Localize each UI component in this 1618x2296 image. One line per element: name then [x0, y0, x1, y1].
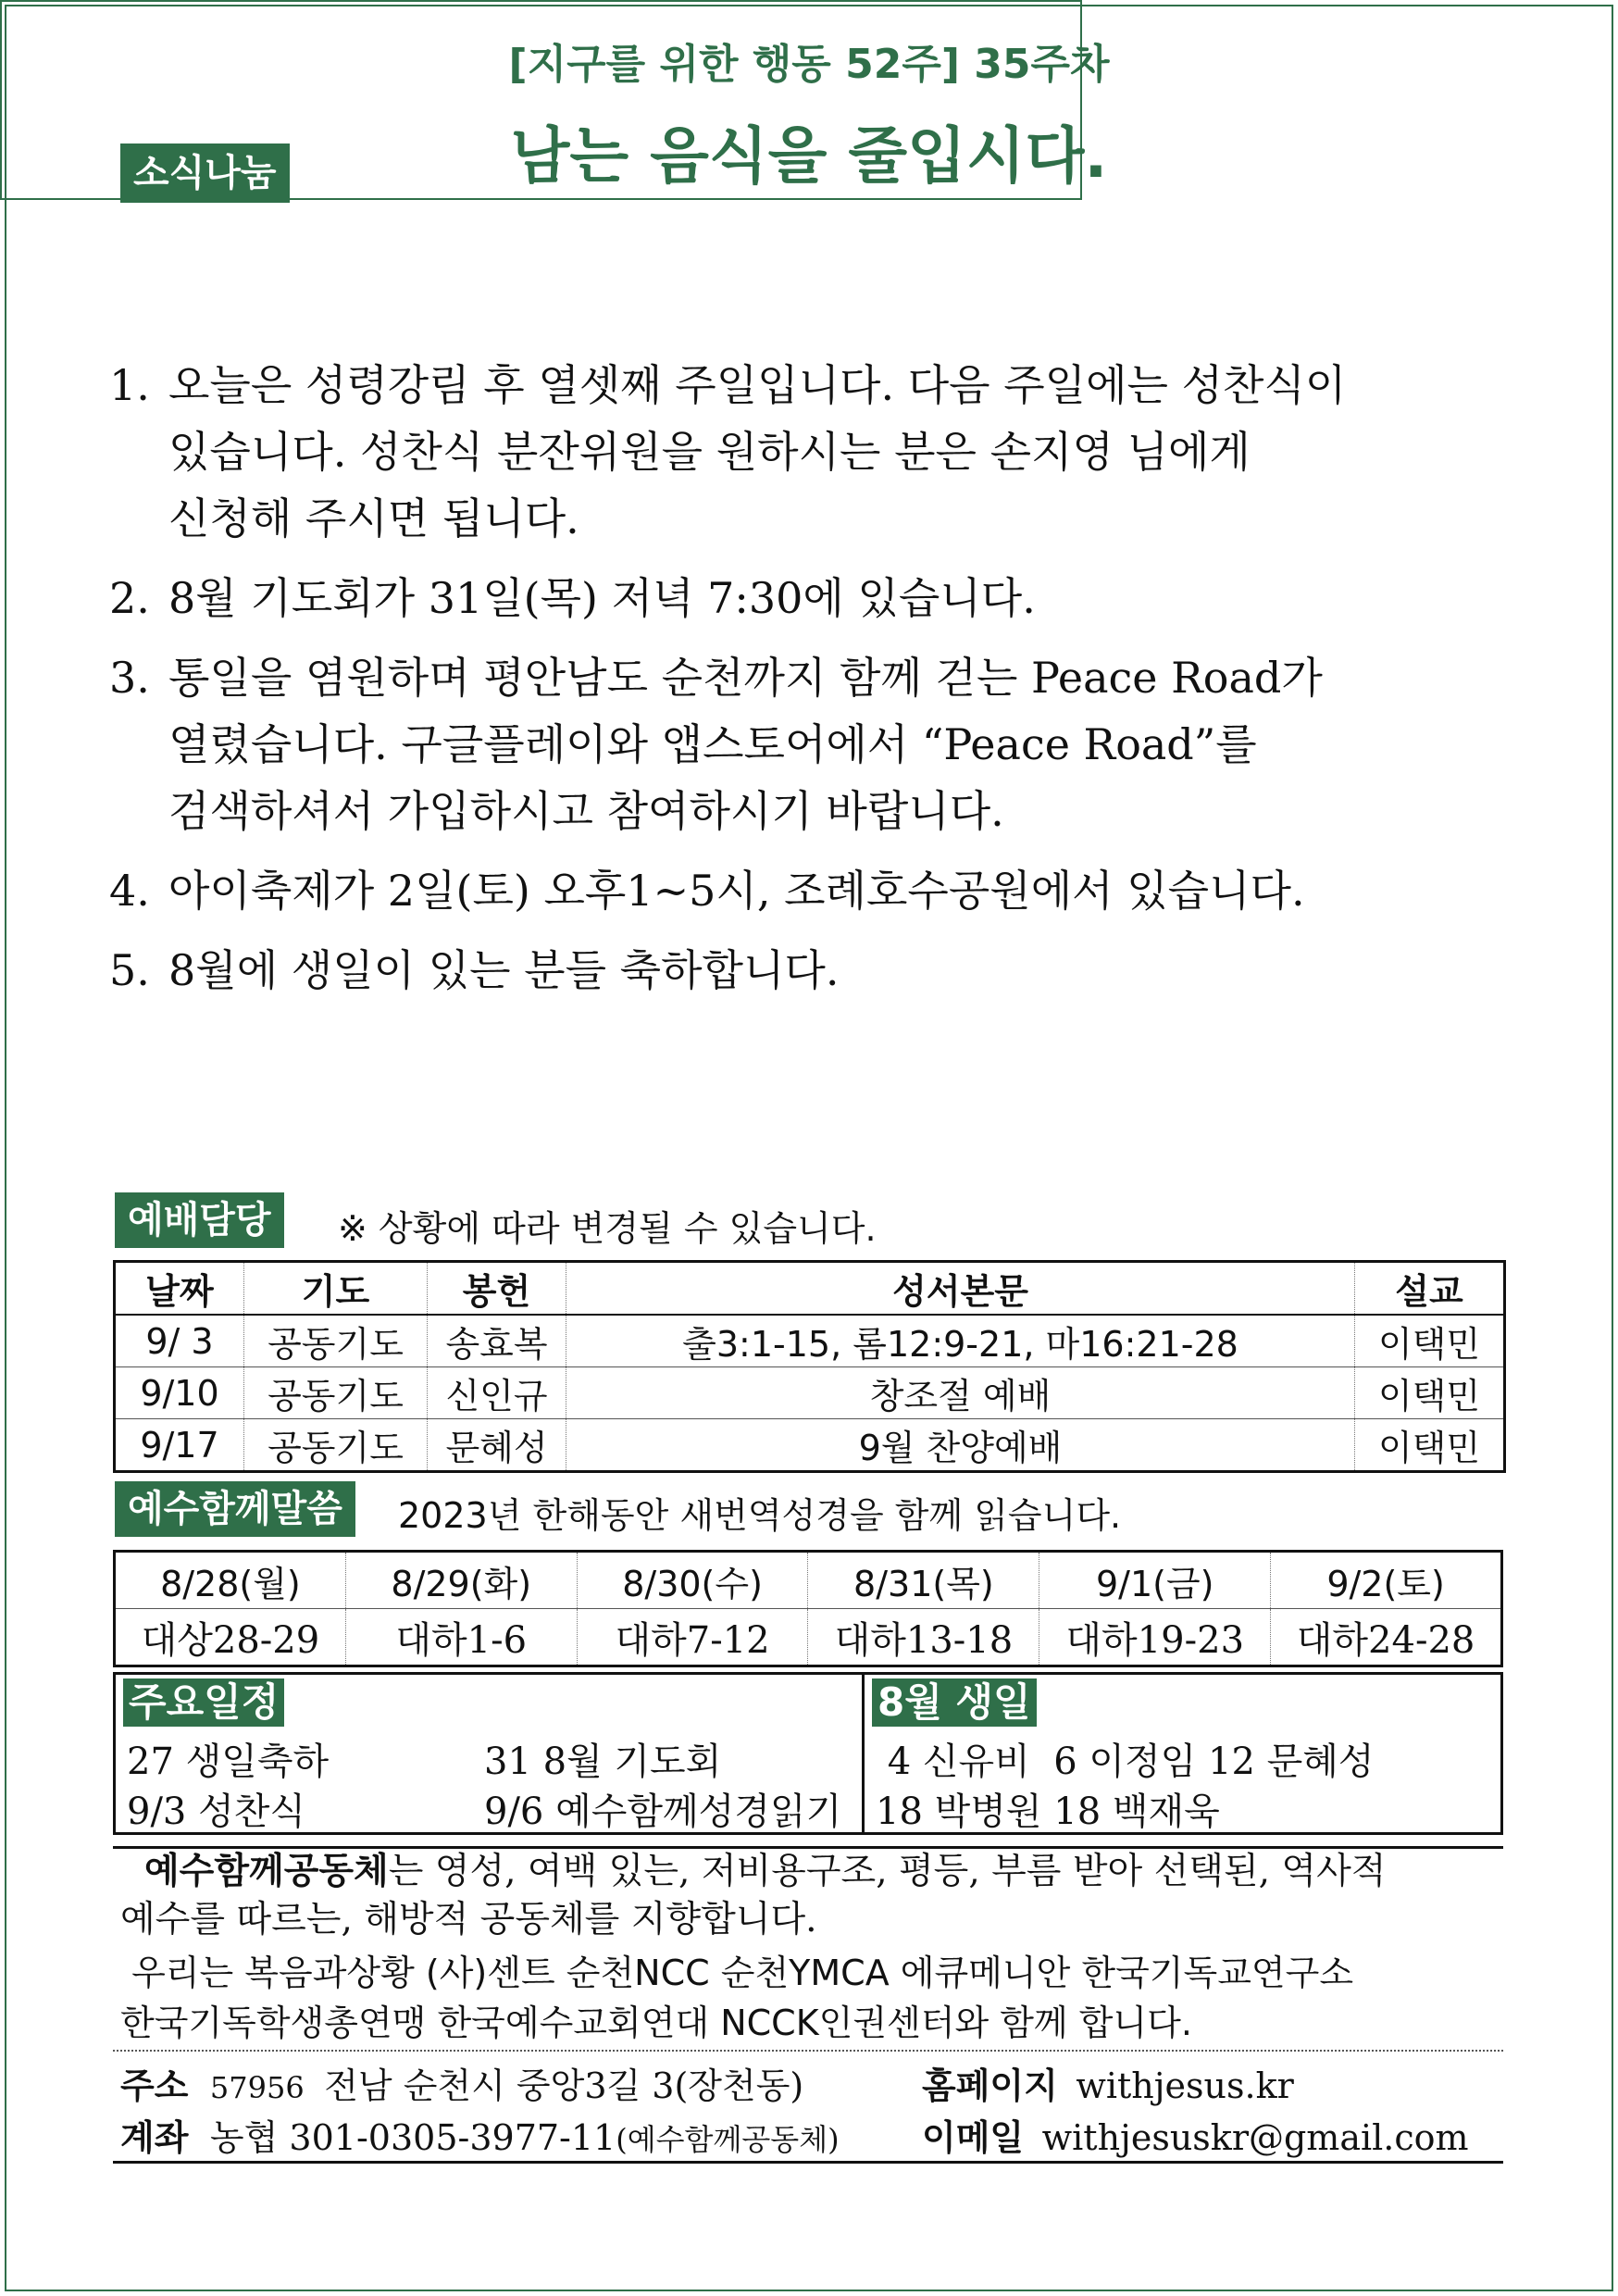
bible-reading-table [113, 1550, 1503, 1667]
table-row [115, 1367, 1505, 1419]
day-cell: 8/30(수) [577, 1552, 808, 1609]
campaign-box [0, 0, 1110, 200]
schedule-item: 27 생일축하 [127, 1741, 330, 1783]
homepage-label: 홈페이지 [922, 2065, 1058, 2106]
address-zip: 57956 [209, 2070, 305, 2105]
day-cell: 8/31(목) [808, 1552, 1039, 1609]
reading-cell: 대하1-6 [345, 1609, 577, 1666]
table-cell: 9/10 [115, 1367, 244, 1419]
news-item [109, 352, 1516, 552]
news-item-text: 오늘은 성령강림 후 열셋째 주일입니다. 다음 주일에는 성찬식이 있습니다. 성찬식 분잔위원을 원하시는 분은 손지영 님에게 신청해 주시면 됩니다. [168, 360, 1347, 543]
news-item [109, 644, 1516, 844]
news-item-number: 1. [109, 360, 150, 410]
worship-table [113, 1260, 1506, 1473]
reading-cell: 대하19-23 [1039, 1609, 1271, 1666]
community-line: 예수를 따르는, 해방적 공동체를 지향합니다. [120, 1899, 817, 1940]
reading-cell: 대하7-12 [577, 1609, 808, 1666]
divider [113, 2161, 1503, 2164]
footer-row-account [120, 2109, 1509, 2161]
email-label: 이메일 [922, 2117, 1025, 2158]
partners-statement [120, 1948, 1509, 2048]
news-item-text: 8월 기도회가 31일(목) 저녁 7:30에 있습니다. [168, 573, 1036, 623]
campaign-subtitle: [지구를 위한 행동 52주] 35주차 [508, 41, 1110, 88]
community-name: 예수함께공동체 [144, 1851, 389, 1892]
schedule-item: 9/6 예수함께성경읽기 [484, 1791, 842, 1833]
account-label: 계좌 [120, 2117, 189, 2158]
email-link[interactable]: withjesuskr@gmail.com [1041, 2117, 1469, 2158]
column-header: 봉헌 [428, 1262, 566, 1316]
table-cell: 9/ 3 [115, 1315, 244, 1367]
worship-section-tag: 예배담당 [115, 1192, 284, 1248]
community-desc: 는 영성, 여백 있는, 저비용구조, 평등, 부름 받아 선택된, 역사적 [388, 1851, 1387, 1892]
news-item-number: 4. [109, 866, 150, 916]
news-item [109, 857, 1516, 924]
dotted-divider [113, 2050, 1503, 2052]
day-cell: 8/29(화) [345, 1552, 577, 1609]
partners-line: 우리는 복음과상황 (사)센트 순천NCC 순천YMCA 에큐메니안 한국기독교연구소 [120, 1953, 1354, 1993]
footer-row-address [120, 2057, 1509, 2109]
table-cell: 이택민 [1355, 1367, 1505, 1419]
table-row [115, 1315, 1505, 1367]
table-cell: 신인규 [428, 1367, 566, 1419]
address-label: 주소 [120, 2065, 189, 2106]
table-header-row [115, 1262, 1505, 1316]
day-cell: 9/1(금) [1039, 1552, 1271, 1609]
table-cell: 9월 찬양예배 [566, 1419, 1355, 1472]
homepage-link[interactable]: withjesus.kr [1076, 2065, 1294, 2106]
reading-cell: 대하13-18 [808, 1609, 1039, 1666]
worship-note: ※ 상황에 따라 변경될 수 있습니다. [338, 1208, 877, 1249]
partners-line: 한국기독학생총연맹 한국예수교회연대 NCCK인권센터와 함께 합니다. [120, 2003, 1192, 2043]
table-row [115, 1552, 1502, 1609]
news-item [109, 565, 1516, 631]
schedule-item: 31 8월 기도회 [484, 1741, 722, 1783]
table-cell: 송효복 [428, 1315, 566, 1367]
table-cell: 문혜성 [428, 1419, 566, 1472]
account-number: 농협 301-0305-3977-11 [209, 2117, 616, 2158]
news-item-number: 5. [109, 945, 150, 995]
address-text: 전남 순천시 중앙3길 3(장천동) [324, 2065, 804, 2106]
table-cell: 9/17 [140, 1424, 219, 1466]
reading-cell: 대상28-29 [141, 1618, 320, 1662]
birthday-line: 18 박병원 18 백재욱 [876, 1791, 1220, 1833]
reading-cell: 대하24-28 [1271, 1609, 1502, 1666]
table-cell: 출3:1-15, 롬12:9-21, 마16:21-28 [566, 1315, 1355, 1367]
birthday-panel [865, 1675, 1500, 1832]
column-header: 날짜 [115, 1262, 244, 1316]
day-cell: 8/28(월) [115, 1552, 346, 1609]
table-cell: 공동기도 [244, 1419, 428, 1472]
birthday-tag: 8월 생일 [872, 1678, 1037, 1727]
table-cell: 공동기도 [244, 1367, 428, 1419]
footer [120, 2057, 1509, 2161]
table-cell: 창조절 예배 [566, 1367, 1355, 1419]
birthday-line: 4 신유비 6 이정임 12 문혜성 [876, 1741, 1375, 1783]
news-item-number: 3. [109, 653, 150, 703]
column-header: 기도 [244, 1262, 428, 1316]
table-cell: 이택민 [1355, 1315, 1505, 1367]
table-row [115, 1609, 1502, 1666]
schedule-item: 9/3 성찬식 [127, 1791, 306, 1833]
table-cell: 공동기도 [244, 1315, 428, 1367]
schedule-tag: 주요일정 [123, 1678, 284, 1727]
schedule-panel [116, 1675, 865, 1832]
account-holder: (예수함께공동체) [616, 2122, 840, 2157]
news-item-text: 통일을 염원하며 평안남도 순천까지 함께 걷는 Peace Road가 열렸습니다. 구글플레이와 앱스토어에서 “Peace Road”를 검색하셔서 가입하시고 참여하시기 바랍니다. [168, 653, 1323, 836]
schedule-box [113, 1672, 1503, 1835]
community-statement [120, 1848, 1509, 1944]
bible-section-tag: 예수함께말씀 [115, 1481, 355, 1537]
news-item-text: 8월에 생일이 있는 분들 축하합니다. [168, 945, 840, 995]
news-item-text: 아이축제가 2일(토) 오후1~5시, 조례호수공원에서 있습니다. [168, 866, 1305, 916]
news-section-tag: 소식나눔 [120, 144, 290, 203]
column-header: 설교 [1355, 1262, 1505, 1316]
table-row [115, 1419, 1505, 1472]
day-cell: 9/2(토) [1271, 1552, 1502, 1609]
table-cell: 이택민 [1355, 1419, 1505, 1472]
news-item [109, 937, 1516, 1004]
news-list [109, 352, 1516, 1017]
bible-note: 2023년 한해동안 새번역성경을 함께 읽습니다. [398, 1495, 1122, 1536]
news-item-number: 2. [109, 573, 150, 623]
campaign-title: 남는 음식을 줄입시다. [510, 120, 1108, 192]
community-line [120, 1848, 1509, 1896]
column-header: 성서본문 [566, 1262, 1355, 1316]
